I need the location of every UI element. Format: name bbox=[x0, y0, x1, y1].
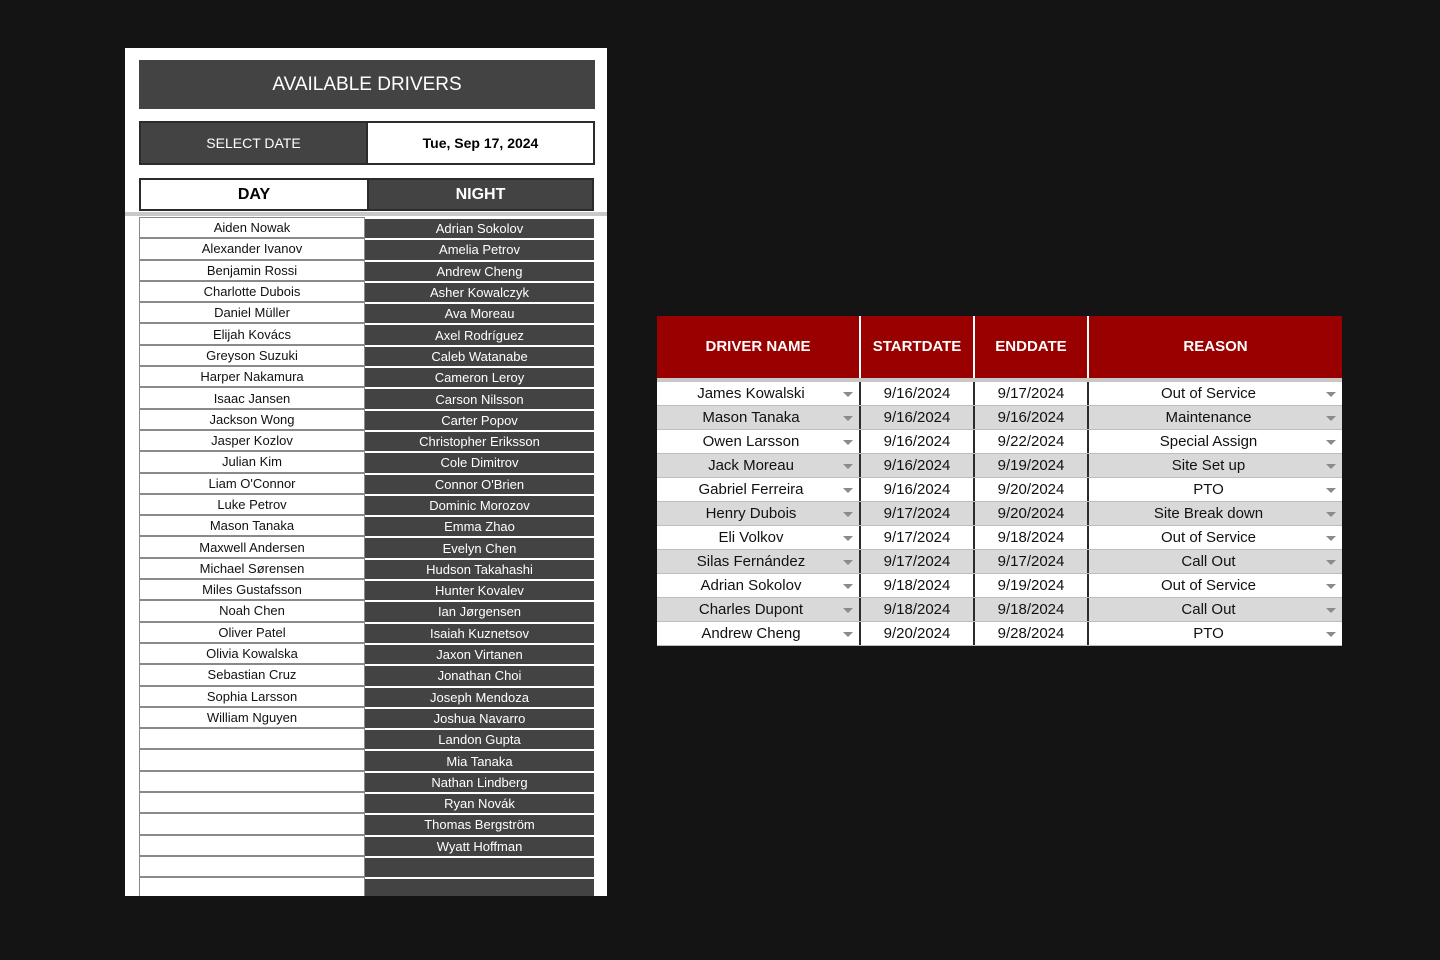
driver-row bbox=[139, 238, 594, 259]
day-driver-cell[interactable]: Benjamin Rossi bbox=[139, 260, 365, 281]
day-driver-cell[interactable]: Liam O'Connor bbox=[139, 473, 365, 494]
start-date-cell[interactable] bbox=[861, 574, 975, 597]
night-driver-cell[interactable]: Carson Nilsson bbox=[365, 387, 594, 408]
driver-name-select[interactable] bbox=[657, 382, 861, 405]
night-driver-cell[interactable]: Joshua Navarro bbox=[365, 707, 594, 728]
reason-select[interactable] bbox=[1089, 478, 1342, 501]
driver-row bbox=[139, 771, 594, 792]
driver-row bbox=[139, 345, 594, 366]
select-date-row bbox=[139, 121, 595, 165]
day-driver-cell[interactable]: William Nguyen bbox=[139, 707, 365, 728]
dropdown-arrow-icon[interactable] bbox=[843, 584, 853, 589]
end-date-cell[interactable] bbox=[975, 550, 1089, 573]
driver-name-select-text: Charles Dupont bbox=[698, 601, 804, 618]
day-driver-cell[interactable]: Sebastian Cruz bbox=[139, 664, 365, 685]
reason-select-text: Site Break down bbox=[1153, 505, 1264, 522]
end-date-cell-text: 9/19/2024 bbox=[997, 457, 1065, 474]
reason-select[interactable] bbox=[1089, 550, 1342, 573]
day-driver-cell[interactable]: Isaac Jansen bbox=[139, 387, 365, 408]
night-driver-cell[interactable]: Isaiah Kuznetsov bbox=[365, 622, 594, 643]
driver-name-select-text: Eli Volkov bbox=[718, 529, 784, 546]
start-date-cell[interactable] bbox=[861, 502, 975, 525]
night-driver-cell[interactable]: Emma Zhao bbox=[365, 515, 594, 536]
driver-name-select-text: Henry Dubois bbox=[705, 505, 797, 522]
start-date-cell-text: 9/16/2024 bbox=[883, 481, 951, 498]
driver-row bbox=[139, 473, 594, 494]
driver-name-select-text: Owen Larsson bbox=[702, 433, 800, 450]
driver-name-select-text: James Kowalski bbox=[697, 385, 805, 402]
night-driver-cell[interactable]: Jonathan Choi bbox=[365, 664, 594, 685]
night-driver-cell[interactable]: Landon Gupta bbox=[365, 728, 594, 749]
night-driver-cell[interactable]: Hudson Takahashi bbox=[365, 558, 594, 579]
day-driver-cell[interactable]: Jackson Wong bbox=[139, 409, 365, 430]
driver-row bbox=[139, 260, 594, 281]
driver-row bbox=[139, 302, 594, 323]
driver-name-header: DRIVER NAME bbox=[657, 316, 861, 378]
night-driver-cell[interactable]: Thomas Bergström bbox=[365, 813, 594, 834]
reason-select[interactable] bbox=[1089, 598, 1342, 621]
day-driver-cell[interactable] bbox=[139, 728, 365, 749]
start-date-header bbox=[861, 316, 975, 378]
dropdown-arrow-icon[interactable] bbox=[843, 560, 853, 565]
dropdown-arrow-icon[interactable] bbox=[1326, 632, 1336, 637]
start-date-cell[interactable] bbox=[861, 526, 975, 549]
reason-select-text: PTO bbox=[1193, 625, 1224, 642]
driver-row bbox=[139, 643, 594, 664]
end-date-cell-text: 9/18/2024 bbox=[997, 601, 1065, 618]
night-driver-cell[interactable]: Amelia Petrov bbox=[365, 238, 594, 259]
driver-row bbox=[139, 856, 594, 877]
day-driver-cell[interactable]: Harper Nakamura bbox=[139, 366, 365, 387]
driver-row bbox=[139, 707, 594, 728]
night-driver-cell[interactable]: Caleb Watanabe bbox=[365, 345, 594, 366]
driver-row bbox=[139, 323, 594, 344]
day-driver-cell[interactable]: Luke Petrov bbox=[139, 494, 365, 515]
end-date-header-line2: DATE bbox=[1026, 338, 1067, 355]
start-date-cell[interactable] bbox=[861, 454, 975, 477]
day-driver-cell[interactable] bbox=[139, 835, 365, 856]
out-of-service-row bbox=[657, 502, 1342, 526]
driver-name-select-text: Mason Tanaka bbox=[702, 409, 800, 426]
driver-name-select-text: Gabriel Ferreira bbox=[698, 481, 804, 498]
end-date-header-line1: END bbox=[995, 338, 1027, 355]
start-date-header-line2: DATE bbox=[921, 338, 962, 355]
driver-row bbox=[139, 536, 594, 557]
night-driver-cell[interactable]: Dominic Morozov bbox=[365, 494, 594, 515]
day-driver-cell[interactable] bbox=[139, 771, 365, 792]
start-date-cell-text: 9/16/2024 bbox=[883, 457, 951, 474]
driver-row bbox=[139, 600, 594, 621]
driver-row bbox=[139, 494, 594, 515]
day-driver-cell[interactable]: Mason Tanaka bbox=[139, 515, 365, 536]
end-date-cell-text: 9/16/2024 bbox=[997, 409, 1065, 426]
day-driver-cell[interactable]: Sophia Larsson bbox=[139, 686, 365, 707]
driver-row bbox=[139, 558, 594, 579]
driver-row bbox=[139, 430, 594, 451]
out-of-service-row bbox=[657, 574, 1342, 598]
reason-select-text: PTO bbox=[1193, 481, 1224, 498]
driver-row bbox=[139, 749, 594, 770]
start-date-cell-text: 9/16/2024 bbox=[883, 409, 951, 426]
reason-select[interactable] bbox=[1089, 382, 1342, 405]
start-date-cell-text: 9/17/2024 bbox=[883, 529, 951, 546]
end-date-cell[interactable] bbox=[975, 382, 1089, 405]
out-of-service-table bbox=[657, 316, 1342, 646]
driver-name-select[interactable] bbox=[657, 550, 861, 573]
reason-select[interactable] bbox=[1089, 454, 1342, 477]
out-of-service-row bbox=[657, 550, 1342, 574]
night-driver-cell[interactable]: Connor O'Brien bbox=[365, 473, 594, 494]
driver-row bbox=[139, 366, 594, 387]
end-date-cell-text: 9/20/2024 bbox=[997, 505, 1065, 522]
night-driver-cell[interactable]: Evelyn Chen bbox=[365, 536, 594, 557]
driver-row bbox=[139, 664, 594, 685]
day-driver-cell[interactable]: Daniel Müller bbox=[139, 302, 365, 323]
reason-select[interactable] bbox=[1089, 526, 1342, 549]
driver-name-select[interactable] bbox=[657, 430, 861, 453]
out-of-service-rows bbox=[657, 382, 1342, 646]
night-driver-cell[interactable]: Axel Rodríguez bbox=[365, 323, 594, 344]
end-date-cell[interactable] bbox=[975, 502, 1089, 525]
dropdown-arrow-icon[interactable] bbox=[1326, 536, 1336, 541]
start-date-cell[interactable] bbox=[861, 598, 975, 621]
day-driver-cell[interactable]: Maxwell Andersen bbox=[139, 536, 365, 557]
night-driver-cell[interactable]: Ryan Novák bbox=[365, 792, 594, 813]
start-date-cell-text: 9/16/2024 bbox=[883, 385, 951, 402]
reason-select[interactable] bbox=[1089, 502, 1342, 525]
reason-header: REASON bbox=[1183, 338, 1248, 355]
night-driver-cell[interactable]: Mia Tanaka bbox=[365, 749, 594, 770]
reason-select-text: Out of Service bbox=[1160, 385, 1257, 402]
end-date-cell-text: 9/17/2024 bbox=[997, 553, 1065, 570]
shift-header-row bbox=[139, 178, 594, 211]
start-date-cell[interactable] bbox=[861, 622, 975, 645]
end-date-cell[interactable] bbox=[975, 454, 1089, 477]
dropdown-arrow-icon[interactable] bbox=[843, 536, 853, 541]
start-date-header-line1: START bbox=[872, 338, 922, 355]
driver-name-select-text: Jack Moreau bbox=[708, 457, 794, 474]
reason-select[interactable] bbox=[1089, 574, 1342, 597]
dropdown-arrow-icon[interactable] bbox=[843, 488, 853, 493]
night-driver-cell[interactable]: Hunter Kovalev bbox=[365, 579, 594, 600]
driver-name-select[interactable] bbox=[657, 478, 861, 501]
start-date-cell-text: 9/16/2024 bbox=[883, 433, 951, 450]
selected-date-cell[interactable]: Tue, Sep 17, 2024 bbox=[368, 123, 593, 163]
night-shift-header: NIGHT bbox=[369, 180, 592, 209]
start-date-cell-text: 9/17/2024 bbox=[883, 505, 951, 522]
dropdown-arrow-icon[interactable] bbox=[843, 416, 853, 421]
day-driver-cell[interactable]: Olivia Kowalska bbox=[139, 643, 365, 664]
driver-row bbox=[139, 813, 594, 834]
driver-row bbox=[139, 728, 594, 749]
out-of-service-row bbox=[657, 478, 1342, 502]
dropdown-arrow-icon[interactable] bbox=[1326, 512, 1336, 517]
end-date-cell-text: 9/22/2024 bbox=[997, 433, 1065, 450]
reason-select-text: Call Out bbox=[1181, 601, 1236, 618]
end-date-cell-text: 9/17/2024 bbox=[997, 385, 1065, 402]
driver-row bbox=[139, 409, 594, 430]
dropdown-arrow-icon[interactable] bbox=[1326, 392, 1336, 397]
dropdown-arrow-icon[interactable] bbox=[843, 440, 853, 445]
driver-row bbox=[139, 686, 594, 707]
day-driver-cell[interactable]: Oliver Patel bbox=[139, 622, 365, 643]
out-of-service-row bbox=[657, 622, 1342, 646]
night-driver-cell[interactable]: Asher Kowalczyk bbox=[365, 281, 594, 302]
night-driver-cell[interactable]: Cameron Leroy bbox=[365, 366, 594, 387]
dropdown-arrow-icon[interactable] bbox=[1326, 560, 1336, 565]
reason-select-text: Site Set up bbox=[1171, 457, 1246, 474]
out-of-service-row bbox=[657, 526, 1342, 550]
reason-select-text: Maintenance bbox=[1165, 409, 1252, 426]
available-drivers-panel bbox=[125, 48, 607, 896]
end-date-cell[interactable] bbox=[975, 598, 1089, 621]
night-driver-cell[interactable]: Ava Moreau bbox=[365, 302, 594, 323]
day-driver-cell[interactable]: Jasper Kozlov bbox=[139, 430, 365, 451]
driver-row bbox=[139, 515, 594, 536]
header-divider bbox=[125, 212, 607, 216]
out-of-service-row bbox=[657, 430, 1342, 454]
select-date-label: SELECT DATE bbox=[141, 123, 368, 163]
night-driver-cell[interactable]: Ian Jørgensen bbox=[365, 600, 594, 621]
driver-row bbox=[139, 387, 594, 408]
dropdown-arrow-icon[interactable] bbox=[1326, 488, 1336, 493]
end-date-header bbox=[975, 316, 1089, 378]
day-driver-cell[interactable]: Aiden Nowak bbox=[139, 217, 365, 238]
out-of-service-row bbox=[657, 454, 1342, 478]
driver-row bbox=[139, 835, 594, 856]
end-date-cell[interactable] bbox=[975, 430, 1089, 453]
driver-name-select[interactable] bbox=[657, 574, 861, 597]
start-date-cell[interactable] bbox=[861, 478, 975, 501]
driver-name-select[interactable] bbox=[657, 622, 861, 645]
reason-select-text: Call Out bbox=[1181, 553, 1236, 570]
driver-row bbox=[139, 217, 594, 238]
start-date-cell-text: 9/17/2024 bbox=[883, 553, 951, 570]
day-driver-cell[interactable]: Michael Sørensen bbox=[139, 558, 365, 579]
reason-select[interactable] bbox=[1089, 622, 1342, 645]
driver-row bbox=[139, 281, 594, 302]
available-drivers-title: AVAILABLE DRIVERS bbox=[139, 60, 595, 109]
day-driver-cell[interactable] bbox=[139, 856, 365, 877]
day-shift-header: DAY bbox=[141, 180, 369, 209]
day-driver-cell[interactable] bbox=[139, 792, 365, 813]
reason-select-text: Out of Service bbox=[1160, 529, 1257, 546]
out-of-service-row bbox=[657, 406, 1342, 430]
driver-row bbox=[139, 451, 594, 472]
start-date-cell[interactable] bbox=[861, 430, 975, 453]
day-driver-cell[interactable] bbox=[139, 813, 365, 834]
dropdown-arrow-icon[interactable] bbox=[1326, 584, 1336, 589]
night-driver-cell[interactable]: Wyatt Hoffman bbox=[365, 835, 594, 856]
reason-select[interactable] bbox=[1089, 406, 1342, 429]
dropdown-arrow-icon[interactable] bbox=[843, 632, 853, 637]
day-driver-cell[interactable]: Julian Kim bbox=[139, 451, 365, 472]
driver-name-select[interactable] bbox=[657, 502, 861, 525]
dropdown-arrow-icon[interactable] bbox=[1326, 608, 1336, 613]
dropdown-arrow-icon[interactable] bbox=[1326, 440, 1336, 445]
end-date-cell[interactable] bbox=[975, 406, 1089, 429]
start-date-cell[interactable] bbox=[861, 382, 975, 405]
end-date-cell-text: 9/20/2024 bbox=[997, 481, 1065, 498]
driver-name-select[interactable] bbox=[657, 526, 861, 549]
dropdown-arrow-icon[interactable] bbox=[843, 464, 853, 469]
driver-list bbox=[139, 217, 594, 896]
day-driver-cell[interactable]: Charlotte Dubois bbox=[139, 281, 365, 302]
day-driver-cell[interactable] bbox=[139, 749, 365, 770]
driver-row bbox=[139, 877, 594, 896]
start-date-cell[interactable] bbox=[861, 406, 975, 429]
end-date-cell[interactable] bbox=[975, 478, 1089, 501]
driver-name-select[interactable] bbox=[657, 598, 861, 621]
day-driver-cell[interactable] bbox=[139, 877, 365, 896]
day-driver-cell[interactable]: Noah Chen bbox=[139, 600, 365, 621]
start-date-cell-text: 9/18/2024 bbox=[883, 577, 951, 594]
driver-row bbox=[139, 579, 594, 600]
start-date-cell[interactable] bbox=[861, 550, 975, 573]
dropdown-arrow-icon[interactable] bbox=[843, 512, 853, 517]
dropdown-arrow-icon[interactable] bbox=[1326, 464, 1336, 469]
end-date-cell-text: 9/19/2024 bbox=[997, 577, 1065, 594]
night-driver-cell[interactable] bbox=[365, 856, 594, 877]
end-date-cell-text: 9/28/2024 bbox=[997, 625, 1065, 642]
start-date-cell-text: 9/18/2024 bbox=[883, 601, 951, 618]
end-date-cell-text: 9/18/2024 bbox=[997, 529, 1065, 546]
day-driver-cell[interactable]: Elijah Kovács bbox=[139, 323, 365, 344]
driver-name-select[interactable] bbox=[657, 454, 861, 477]
dropdown-arrow-icon[interactable] bbox=[1326, 416, 1336, 421]
driver-row bbox=[139, 792, 594, 813]
reason-select-text: Out of Service bbox=[1160, 577, 1257, 594]
night-driver-cell[interactable]: Jaxon Virtanen bbox=[365, 643, 594, 664]
reason-select-text: Special Assign bbox=[1159, 433, 1258, 450]
reason-select[interactable] bbox=[1089, 430, 1342, 453]
night-driver-cell[interactable] bbox=[365, 877, 594, 896]
dropdown-arrow-icon[interactable] bbox=[843, 608, 853, 613]
end-date-cell[interactable] bbox=[975, 574, 1089, 597]
driver-name-select-text: Andrew Cheng bbox=[701, 625, 801, 642]
dropdown-arrow-icon[interactable] bbox=[843, 392, 853, 397]
day-driver-cell[interactable]: Alexander Ivanov bbox=[139, 238, 365, 259]
driver-name-select[interactable] bbox=[657, 406, 861, 429]
out-of-service-row bbox=[657, 382, 1342, 406]
out-of-service-row bbox=[657, 598, 1342, 622]
day-driver-cell[interactable]: Miles Gustafsson bbox=[139, 579, 365, 600]
driver-name-select-text: Adrian Sokolov bbox=[700, 577, 802, 594]
night-driver-cell[interactable]: Carter Popov bbox=[365, 409, 594, 430]
out-of-service-header-row bbox=[657, 316, 1342, 382]
start-date-cell-text: 9/20/2024 bbox=[883, 625, 951, 642]
night-driver-cell[interactable]: Nathan Lindberg bbox=[365, 771, 594, 792]
night-driver-cell[interactable]: Cole Dimitrov bbox=[365, 451, 594, 472]
night-driver-cell[interactable]: Joseph Mendoza bbox=[365, 686, 594, 707]
end-date-cell[interactable] bbox=[975, 622, 1089, 645]
day-driver-cell[interactable]: Greyson Suzuki bbox=[139, 345, 365, 366]
night-driver-cell[interactable]: Christopher Eriksson bbox=[365, 430, 594, 451]
driver-row bbox=[139, 622, 594, 643]
night-driver-cell[interactable]: Andrew Cheng bbox=[365, 260, 594, 281]
night-driver-cell[interactable]: Adrian Sokolov bbox=[365, 217, 594, 238]
end-date-cell[interactable] bbox=[975, 526, 1089, 549]
driver-name-select-text: Silas Fernández bbox=[696, 553, 806, 570]
